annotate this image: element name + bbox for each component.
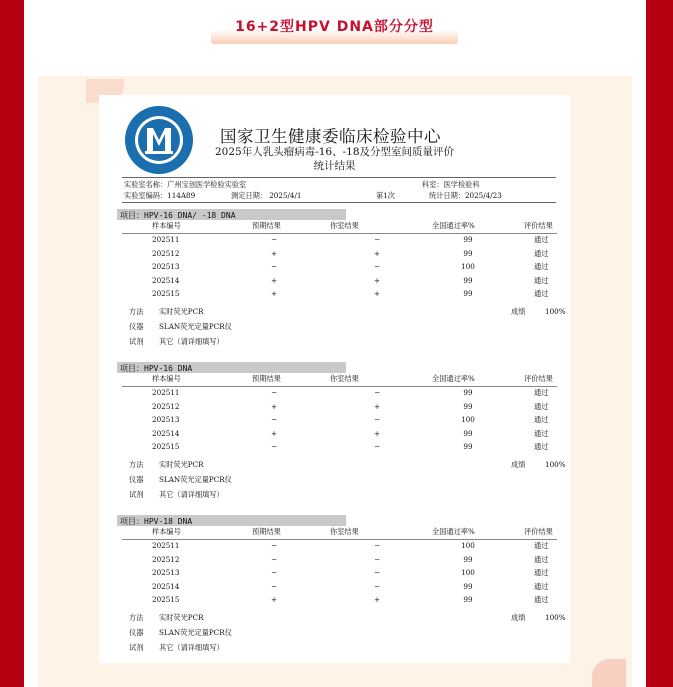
score-value: 100%: [545, 460, 566, 469]
table-cell: 202511: [152, 541, 180, 550]
table-cell: 202515: [152, 442, 180, 452]
instrument-value: SLAN荧光定量PCR仪: [159, 475, 232, 484]
method-value: 实时荧光PCR: [159, 307, 204, 316]
method-row: [127, 307, 566, 321]
table-cell: 202511: [152, 235, 180, 244]
instrument-value: SLAN荧光定量PCR仪: [159, 322, 232, 331]
table-cell: −: [373, 235, 381, 244]
score-label: 成绩: [511, 307, 526, 316]
table-cell: 99: [463, 235, 473, 244]
column-header: 全国通过率%: [432, 221, 475, 230]
right-red-border: [646, 0, 673, 687]
score-label: 成绩: [511, 460, 526, 469]
table-cell: −: [270, 235, 278, 244]
report-document: [99, 95, 570, 663]
table-cell: +: [270, 289, 278, 299]
table-cell: −: [270, 388, 278, 397]
table-cell: 99: [463, 289, 473, 299]
table-cell: 202513: [152, 262, 180, 272]
column-header: 评价结果: [524, 221, 553, 230]
method-label: 方法: [129, 460, 144, 469]
column-header: 全国通过率%: [432, 527, 475, 536]
table-header: [122, 374, 557, 387]
method-row: [127, 460, 566, 474]
table-cell: −: [373, 581, 381, 591]
table-cell: 100: [461, 415, 475, 425]
column-header: 预期结果: [252, 374, 281, 383]
department: 科室：医学检验科: [422, 180, 480, 189]
table-cell: 99: [463, 442, 473, 452]
table-cell: 通过: [534, 541, 549, 550]
method-label: 方法: [129, 307, 144, 316]
column-header: 全国通过率%: [432, 374, 475, 383]
column-header: 你室结果: [330, 374, 359, 383]
table-row: [122, 429, 557, 442]
lab-name: 实验室名称：广州宝创医学检验实验室: [124, 180, 247, 189]
table-cell: 99: [463, 401, 473, 411]
table-cell: 202514: [152, 428, 180, 438]
table-cell: +: [373, 275, 381, 285]
lab-info-block: [122, 177, 556, 203]
column-header: 样本编号: [152, 221, 181, 230]
table-cell: +: [270, 428, 278, 438]
table-row: [122, 289, 557, 302]
table-cell: 通过: [534, 248, 549, 258]
table-row: [122, 595, 557, 608]
table-cell: 通过: [534, 568, 549, 578]
instrument-label: 仪器: [129, 475, 144, 484]
organization-name: 国家卫生健康委临床检验中心: [220, 127, 441, 146]
table-cell: 202514: [152, 581, 180, 591]
table-row: [122, 402, 557, 415]
reagent-label: 试剂: [129, 337, 144, 346]
table-cell: 202512: [152, 248, 180, 258]
table-row: [122, 541, 557, 554]
table-cell: 99: [463, 554, 473, 564]
table-row: [122, 442, 557, 455]
table-cell: 202511: [152, 388, 180, 397]
table-cell: −: [270, 541, 278, 550]
table-cell: 202512: [152, 554, 180, 564]
column-header: 样本编号: [152, 527, 181, 536]
stat-date: 统计日期：2025/4/23: [429, 191, 502, 200]
table-row: [122, 262, 557, 275]
test-date: 测定日期： 2025/4/1: [231, 191, 302, 200]
score-value: 100%: [545, 307, 566, 316]
table-cell: 通过: [534, 595, 549, 605]
reagent-value: 其它（请详细填写）: [159, 643, 224, 652]
table-row: [122, 555, 557, 568]
table-row: [122, 249, 557, 262]
reagent-label: 试剂: [129, 490, 144, 499]
table-cell: 100: [461, 568, 475, 578]
table-cell: −: [373, 262, 381, 272]
section-title: 项目：HPV-16 DNA: [120, 364, 193, 373]
table-cell: −: [270, 581, 278, 591]
table-cell: +: [373, 428, 381, 438]
table-cell: 通过: [534, 415, 549, 425]
table-cell: 通过: [534, 554, 549, 564]
table-row: [122, 582, 557, 595]
round: 第1次: [376, 191, 395, 200]
table-cell: 通过: [534, 442, 549, 452]
section-title: 项目：HPV-16 DNA/ -18 DNA: [120, 211, 236, 220]
table-cell: 100: [461, 541, 475, 550]
reagent-value: 其它（请详细填写）: [159, 337, 224, 346]
table-cell: 100: [461, 262, 475, 272]
table-cell: −: [373, 388, 381, 397]
table-cell: +: [270, 595, 278, 605]
table-cell: 99: [463, 581, 473, 591]
table-cell: 202515: [152, 289, 180, 299]
table-cell: 通过: [534, 289, 549, 299]
column-header: 评价结果: [524, 374, 553, 383]
table-cell: −: [270, 568, 278, 578]
table-cell: 202514: [152, 275, 180, 285]
method-label: 方法: [129, 613, 144, 622]
table-cell: −: [373, 415, 381, 425]
table-cell: 通过: [534, 401, 549, 411]
table-cell: 通过: [534, 581, 549, 591]
banner-title: 16+2型HPV DNA部分分型: [235, 19, 434, 35]
lab-code: 实验室编码：114A89: [124, 191, 196, 200]
score-value: 100%: [545, 613, 566, 622]
table-cell: −: [373, 541, 381, 550]
table-cell: 通过: [534, 262, 549, 272]
table-cell: +: [270, 248, 278, 258]
table-row: [122, 235, 557, 248]
table-cell: +: [270, 275, 278, 285]
left-red-border: [0, 0, 24, 687]
column-header: 预期结果: [252, 221, 281, 230]
table-cell: −: [270, 554, 278, 564]
table-cell: 202513: [152, 568, 180, 578]
table-cell: −: [270, 262, 278, 272]
table-cell: 202513: [152, 415, 180, 425]
column-header: 预期结果: [252, 527, 281, 536]
table-row: [122, 568, 557, 581]
column-header: 样本编号: [152, 374, 181, 383]
column-header: 评价结果: [524, 527, 553, 536]
reagent-row: [127, 643, 557, 657]
table-cell: +: [373, 289, 381, 299]
instrument-label: 仪器: [129, 628, 144, 637]
table-cell: +: [270, 401, 278, 411]
section-banner: [211, 12, 458, 44]
decorative-corner-bottom-right: [592, 659, 626, 687]
table-cell: 通过: [534, 235, 549, 244]
section-title: 项目：HPV-18 DNA: [120, 517, 193, 526]
table-header: [122, 527, 557, 540]
method-value: 实时荧光PCR: [159, 460, 204, 469]
table-row: [122, 388, 557, 401]
column-header: 你室结果: [330, 221, 359, 230]
table-cell: −: [270, 442, 278, 452]
table-cell: 通过: [534, 428, 549, 438]
table-row: [122, 415, 557, 428]
column-header: 你室结果: [330, 527, 359, 536]
table-cell: −: [373, 442, 381, 452]
instrument-row: [127, 322, 557, 336]
instrument-label: 仪器: [129, 322, 144, 331]
method-row: [127, 613, 566, 627]
table-cell: 通过: [534, 388, 549, 397]
table-cell: 99: [463, 428, 473, 438]
table-cell: 99: [463, 275, 473, 285]
table-cell: +: [373, 248, 381, 258]
reagent-value: 其它（请详细填写）: [159, 490, 224, 499]
table-cell: +: [373, 595, 381, 605]
report-subtitle: 2025年人乳头瘤病毒-16、-18及分型室间质量评价: [214, 146, 455, 158]
table-cell: −: [373, 568, 381, 578]
table-cell: 202512: [152, 401, 180, 411]
table-header: [122, 221, 557, 234]
table-cell: 通过: [534, 275, 549, 285]
table-cell: 202515: [152, 595, 180, 605]
score-label: 成绩: [511, 613, 526, 622]
reagent-row: [127, 490, 557, 504]
table-cell: 99: [463, 388, 473, 397]
table-cell: −: [373, 554, 381, 564]
instrument-value: SLAN荧光定量PCR仪: [159, 628, 232, 637]
table-cell: −: [270, 415, 278, 425]
table-cell: 99: [463, 248, 473, 258]
method-value: 实时荧光PCR: [159, 613, 204, 622]
instrument-row: [127, 475, 557, 489]
reagent-row: [127, 337, 557, 351]
table-cell: 99: [463, 595, 473, 605]
instrument-row: [127, 628, 557, 642]
table-row: [122, 276, 557, 289]
reagent-label: 试剂: [129, 643, 144, 652]
table-cell: +: [373, 401, 381, 411]
report-subtitle-2: 统计结果: [313, 160, 356, 172]
